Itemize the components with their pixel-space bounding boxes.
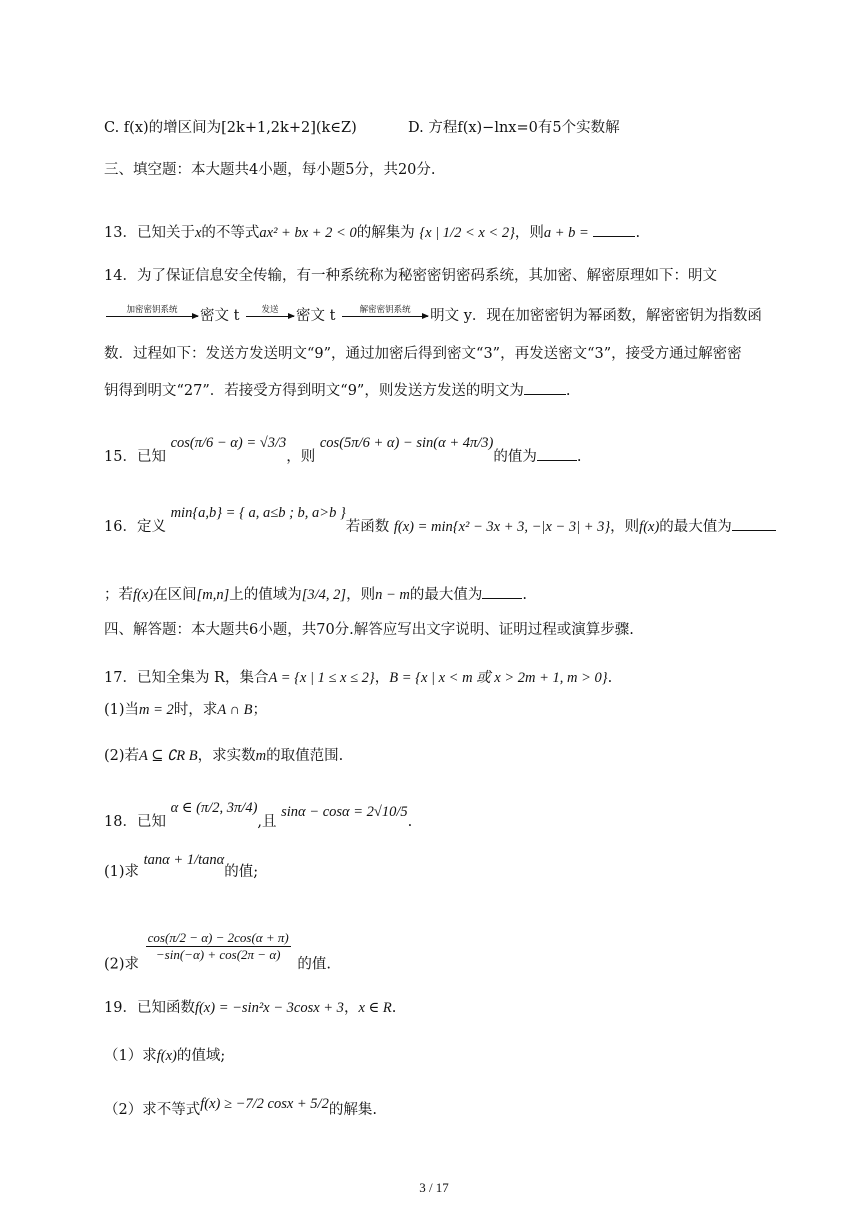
q16-text-2e: 的最大值为 bbox=[409, 587, 483, 603]
q13-text-c: 的解集为 bbox=[356, 225, 415, 241]
q16-fx: f(x) bbox=[639, 519, 660, 535]
q16-text-c: ，则 bbox=[610, 519, 640, 535]
q14-ciphertext-1: 密文 t bbox=[200, 308, 240, 324]
q17-2-subset: A ⊆ ∁R B bbox=[139, 748, 198, 764]
q19-1-text-b: 的值域; bbox=[176, 1048, 226, 1064]
q17-set-a: A = {x | 1 ≤ x ≤ 2} bbox=[268, 670, 375, 686]
q13-text-a: 13．已知关于 bbox=[104, 225, 195, 241]
q16-text-2c: 上的值域为 bbox=[229, 587, 302, 603]
question-16-line-2: ；若f(x)在区间[m,n]上的值域为[3/4, 2]，则n − m的最大值为 . bbox=[104, 584, 527, 605]
question-14-line-1 bbox=[104, 266, 717, 286]
q14-text-2: 明文 y．现在加密密钥为幂函数，解密密钥为指数函 bbox=[430, 308, 762, 324]
q16-text-2b: 在区间 bbox=[153, 587, 197, 603]
q16-text-2d: ，则 bbox=[346, 587, 376, 603]
question-17-part-1: (1)当m = 2时，求A ∩ B； bbox=[104, 702, 267, 718]
question-19-part-1 bbox=[104, 1046, 225, 1066]
option-c-text: C. f(x)的增区间为[2k+1,2k+2](k∈Z) bbox=[104, 120, 357, 136]
q18-text-b: ,且 bbox=[257, 814, 277, 830]
question-15: 15．已知 cos(π/6 − α) = √3/3，则 cos(5π/6 + α) − sin(α + 4π/3)的值为 . bbox=[104, 435, 582, 465]
q16-answer-blank-1[interactable] bbox=[732, 516, 776, 531]
q16-min-definition: min{a,b} = { a, a≤b ; b, a>b } bbox=[170, 505, 346, 521]
q18-1-text-a: (1)求 bbox=[104, 864, 140, 880]
q14-text-4: 钥得到明文“27”．若接受方得到明文“9”，则发送方发送的明文为 bbox=[104, 383, 524, 399]
q15-text-b: ，则 bbox=[286, 449, 316, 465]
question-18-part-1 bbox=[104, 852, 259, 882]
q17-2-m: m bbox=[255, 748, 267, 764]
q18-2-numerator: cos(π/2 − α) − 2cos(α + π) bbox=[147, 930, 289, 945]
section-3-text: 三、填空题：本大题共4小题，每小题5分，共20分. bbox=[104, 162, 436, 178]
q13-text-d: ，则 bbox=[514, 225, 544, 241]
q15-condition: cos(π/6 − α) = √3/3 bbox=[170, 435, 287, 451]
encrypt-arrow bbox=[106, 304, 198, 317]
q19-function: f(x) = −sin²x − 3cosx + 3 bbox=[194, 1000, 344, 1016]
q19-text-a: 19．已知函数 bbox=[104, 1000, 195, 1016]
q13-a-plus-b: a + b = bbox=[543, 225, 589, 241]
q19-2-text-a: （2）求不等式 bbox=[104, 1102, 201, 1118]
send-arrow bbox=[246, 304, 294, 317]
section-4-heading bbox=[104, 620, 634, 640]
decrypt-arrow-label: 解密密钥系统 bbox=[359, 304, 411, 315]
encrypt-arrow-label: 加密密钥系统 bbox=[126, 304, 178, 315]
q18-condition: sinα − cosα = 2√10/5 bbox=[281, 804, 408, 820]
q16-range: [3/4, 2] bbox=[301, 587, 347, 603]
q16-text-2a: ；若 bbox=[104, 587, 133, 603]
q16-n-minus-m: n − m bbox=[375, 587, 410, 603]
q17-1-m: m = 2 bbox=[139, 702, 174, 718]
option-d-text: D. 方程f(x)−lnx=0有5个实数解 bbox=[408, 120, 620, 136]
q16-answer-blank-2[interactable] bbox=[482, 584, 522, 599]
q16-function: f(x) = min{x² − 3x + 3, −|x − 3| + 3} bbox=[393, 519, 611, 535]
q14-text-3: 数．过程如下：发送方发送明文“9”，通过加密后得到密文“3”，再发送密文“3”，接受方通过解密密 bbox=[104, 346, 742, 362]
option-d bbox=[408, 118, 620, 138]
q19-1-fx: f(x) bbox=[156, 1048, 177, 1064]
question-14-line-4: 钥得到明文“27”．若接受方得到明文“9”，则发送方发送的明文为 . bbox=[104, 380, 570, 401]
q14-ciphertext-2: 密文 t bbox=[296, 308, 336, 324]
q16-fx-2: f(x) bbox=[133, 587, 154, 603]
decrypt-arrow bbox=[342, 304, 428, 317]
send-arrow-label: 发送 bbox=[261, 304, 279, 315]
q17-2-text-c: ，求实数 bbox=[197, 748, 256, 764]
q13-inequality: ax² + bx + 2 < 0 bbox=[259, 225, 357, 241]
question-14-line-3 bbox=[104, 344, 742, 364]
q17-set-b: B = {x | x < m 或 x > 2m + 1, m > 0} bbox=[389, 670, 608, 686]
q15-text-c: 的值为 bbox=[493, 449, 537, 465]
q18-text-a: 18．已知 bbox=[104, 814, 166, 830]
q18-2-denominator: −sin(−α) + cos(2π − α) bbox=[155, 947, 281, 962]
question-14-line-2 bbox=[104, 306, 762, 326]
q16-text-b: 若函数 bbox=[345, 519, 390, 535]
q16-text-a: 16．定义 bbox=[104, 519, 166, 535]
q13-text-b: 的不等式 bbox=[201, 225, 260, 241]
q18-2-text-b: 的值. bbox=[297, 956, 331, 973]
q13-solution-set: {x | 1/2 < x < 2} bbox=[419, 225, 515, 241]
option-c bbox=[104, 118, 357, 138]
q15-text-a: 15．已知 bbox=[104, 449, 166, 465]
section-4-text: 四、解答题：本大题共6小题，共70分.解答应写出文字说明、证明过程或演算步骤. bbox=[104, 622, 634, 638]
q15-expression: cos(5π/6 + α) − sin(α + 4π/3) bbox=[319, 435, 494, 451]
q17-1-text-b: 时，求 bbox=[173, 702, 218, 718]
q16-interval-mn: [m,n] bbox=[196, 587, 230, 603]
q14-text-1: 14．为了保证信息安全传输，有一种系统称为秘密密钥密码系统，其加密、解密原理如下：明文 bbox=[104, 268, 717, 284]
question-17: 17．已知全集为 R，集合A = {x | 1 ≤ x ≤ 2}，B = {x | x < m 或 x > 2m + 1, m > 0}. bbox=[104, 670, 613, 686]
question-19: 19．已知函数f(x) = −sin²x − 3cosx + 3，x ∈ R. bbox=[104, 1000, 397, 1016]
q18-1-expression: tanα + 1/tanα bbox=[143, 852, 225, 868]
q18-2-text-a: (2)求 bbox=[104, 956, 140, 973]
q17-1-intersection: A ∩ B bbox=[217, 702, 253, 718]
question-19-part-2 bbox=[104, 1096, 377, 1120]
question-16-line-1 bbox=[104, 505, 776, 537]
q17-2-text-d: 的取值范围. bbox=[266, 748, 344, 764]
q17-2-text-a: (2)若 bbox=[104, 748, 140, 764]
question-18: 18．已知 α ∈ (π/2, 3π/4),且 sinα − cosα = 2√10/5. bbox=[104, 800, 413, 830]
q16-text-d: 的最大值为 bbox=[659, 519, 732, 535]
q19-domain: x ∈ R bbox=[358, 1000, 392, 1016]
q19-1-text-a: （1）求 bbox=[104, 1048, 157, 1064]
question-13: 13．已知关于x的不等式ax² + bx + 2 < 0的解集为 {x | 1/2 < x < 2}，则a + b = . bbox=[104, 222, 640, 243]
question-17-part-2 bbox=[104, 746, 343, 766]
q14-answer-blank[interactable] bbox=[524, 380, 566, 395]
q17-text-a: 17．已知全集为 R，集合 bbox=[104, 670, 269, 686]
q17-1-text-a: (1)当 bbox=[104, 702, 140, 718]
q19-2-text-b: 的解集. bbox=[328, 1102, 377, 1118]
section-3-heading bbox=[104, 160, 436, 180]
q18-1-text-b: 的值; bbox=[224, 864, 259, 880]
q18-alpha-range: α ∈ (π/2, 3π/4) bbox=[170, 800, 258, 816]
q18-2-fraction bbox=[146, 930, 291, 963]
q15-answer-blank[interactable] bbox=[537, 446, 577, 461]
q19-2-inequality: f(x) ≥ −7/2 cosx + 5/2 bbox=[200, 1096, 329, 1112]
page-number: 3 / 17 bbox=[419, 1180, 449, 1195]
q13-var-x: x bbox=[194, 225, 202, 241]
q13-answer-blank[interactable] bbox=[593, 222, 635, 237]
